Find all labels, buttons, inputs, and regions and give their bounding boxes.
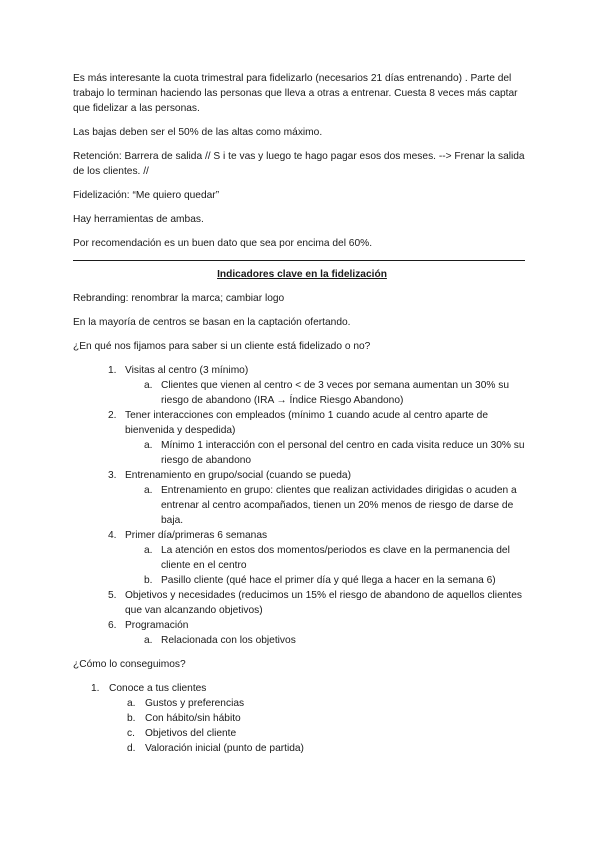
list-item-text: Conoce a tus clientes — [109, 683, 207, 694]
sub-list-letter: a. — [144, 485, 153, 496]
sub-list-item — [73, 438, 531, 468]
paragraph: Retención: Barrera de salida // S i te vas y luego te hago pagar esos dos meses. --> Frenar la salida de los clientes. // — [73, 151, 525, 177]
paragraph: Es más interesante la cuota trimestral para fidelizarlo (necesarios 21 días entrenando) . Parte del trabajo lo terminan haciendo las personas que lleva a otras a entrenar. Cuesta 8 veces más captar que fidelizar a las personas. — [73, 73, 518, 114]
list-number: 3. — [108, 470, 117, 481]
paragraph: ¿Cómo lo conseguimos? — [73, 659, 186, 670]
list-item-text: Programación — [125, 620, 189, 631]
paragraph: ¿En qué nos fijamos para saber si un cliente está fidelizado o no? — [73, 341, 371, 352]
sub-list-letter: a. — [127, 698, 136, 709]
sub-list-letter: d. — [127, 743, 136, 754]
separator-line — [73, 260, 525, 261]
sub-list-item — [73, 711, 531, 726]
sub-list — [125, 438, 531, 468]
sub-list-item-text: Mínimo 1 interacción con el personal del centro en cada visita reduce un 30% su riesgo de abandono — [161, 440, 525, 466]
sub-list-item — [73, 483, 531, 528]
list-item-text: Visitas al centro (3 mínimo) — [125, 365, 249, 376]
list-item-text: Primer día/primeras 6 semanas — [125, 530, 268, 541]
sub-list-item — [73, 633, 531, 648]
section-heading: Indicadores clave en la fidelización — [217, 269, 387, 280]
sub-list-item-text: Pasillo cliente (qué hace el primer día y qué llega a hacer en la semana 6) — [161, 575, 496, 586]
sub-list-item-text: Con hábito/sin hábito — [145, 713, 241, 724]
list-item-text: Tener interacciones con empleados (mínimo 1 cuando acude al centro aparte de bienvenida y despedida) — [125, 410, 489, 436]
paragraph: En la mayoría de centros se basan en la captación ofertando. — [73, 317, 351, 328]
sub-list-item — [73, 543, 531, 573]
sub-list — [125, 483, 531, 528]
list-item — [73, 618, 531, 648]
list-number: 1. — [108, 365, 117, 376]
list-item — [73, 468, 531, 528]
sub-list-item — [73, 696, 531, 711]
list-item-text: Entrenamiento en grupo/social (cuando se pueda) — [125, 470, 351, 481]
sub-list-item-text: Entrenamiento en grupo: clientes que realizan actividades dirigidas o acuden a entrenar al centro acompañados, tienen un 20% menos de riesgo de darse de baja. — [161, 485, 517, 526]
sub-list-letter: a. — [144, 380, 153, 391]
sub-list-letter: a. — [144, 440, 153, 451]
list-number: 1. — [91, 683, 100, 694]
sub-list — [125, 543, 531, 588]
list-number: 5. — [108, 590, 117, 601]
list-item — [73, 363, 531, 408]
list-item — [73, 408, 531, 468]
sub-list-item-text: Clientes que vienen al centro < de 3 veces por semana aumentan un 30% su riesgo de abandono (IRA → Índice Riesgo Abandono) — [161, 380, 510, 406]
document-body — [73, 71, 531, 756]
sub-list-letter: b. — [144, 575, 153, 586]
list-item — [73, 588, 531, 618]
how-list — [73, 681, 531, 756]
sub-list — [109, 696, 531, 756]
paragraph: Rebranding: renombrar la marca; cambiar logo — [73, 293, 285, 304]
list-item — [73, 681, 531, 756]
sub-list-letter: a. — [144, 545, 153, 556]
paragraph: Las bajas deben ser el 50% de las altas como máximo. — [73, 127, 323, 138]
sub-list-item — [73, 741, 531, 756]
sub-list-item-text: La atención en estos dos momentos/periodos es clave en la permanencia del cliente en el centro — [161, 545, 510, 571]
list-item — [73, 528, 531, 588]
list-number: 2. — [108, 410, 117, 421]
sub-list-item — [73, 573, 531, 588]
sub-list — [125, 633, 531, 648]
indicators-list — [73, 363, 531, 648]
sub-list-item — [73, 378, 531, 408]
sub-list-item-text: Objetivos del cliente — [145, 728, 237, 739]
sub-list-item-text: Valoración inicial (punto de partida) — [145, 743, 304, 754]
paragraph: Fidelización: “Me quiero quedar” — [73, 190, 220, 201]
sub-list-letter: b. — [127, 713, 136, 724]
sub-list-letter: a. — [144, 635, 153, 646]
list-item-text: Objetivos y necesidades (reducimos un 15% el riesgo de abandono de aquellos clientes que van alcanzando objetivos) — [125, 590, 522, 616]
sub-list-item-text: Gustos y preferencias — [145, 698, 245, 709]
paragraph: Hay herramientas de ambas. — [73, 214, 204, 225]
list-number: 4. — [108, 530, 117, 541]
sub-list — [125, 378, 531, 408]
sub-list-item-text: Relacionada con los objetivos — [161, 635, 296, 646]
sub-list-item — [73, 726, 531, 741]
list-number: 6. — [108, 620, 117, 631]
sub-list-letter: c. — [127, 728, 135, 739]
paragraph: Por recomendación es un buen dato que sea por encima del 60%. — [73, 238, 373, 249]
